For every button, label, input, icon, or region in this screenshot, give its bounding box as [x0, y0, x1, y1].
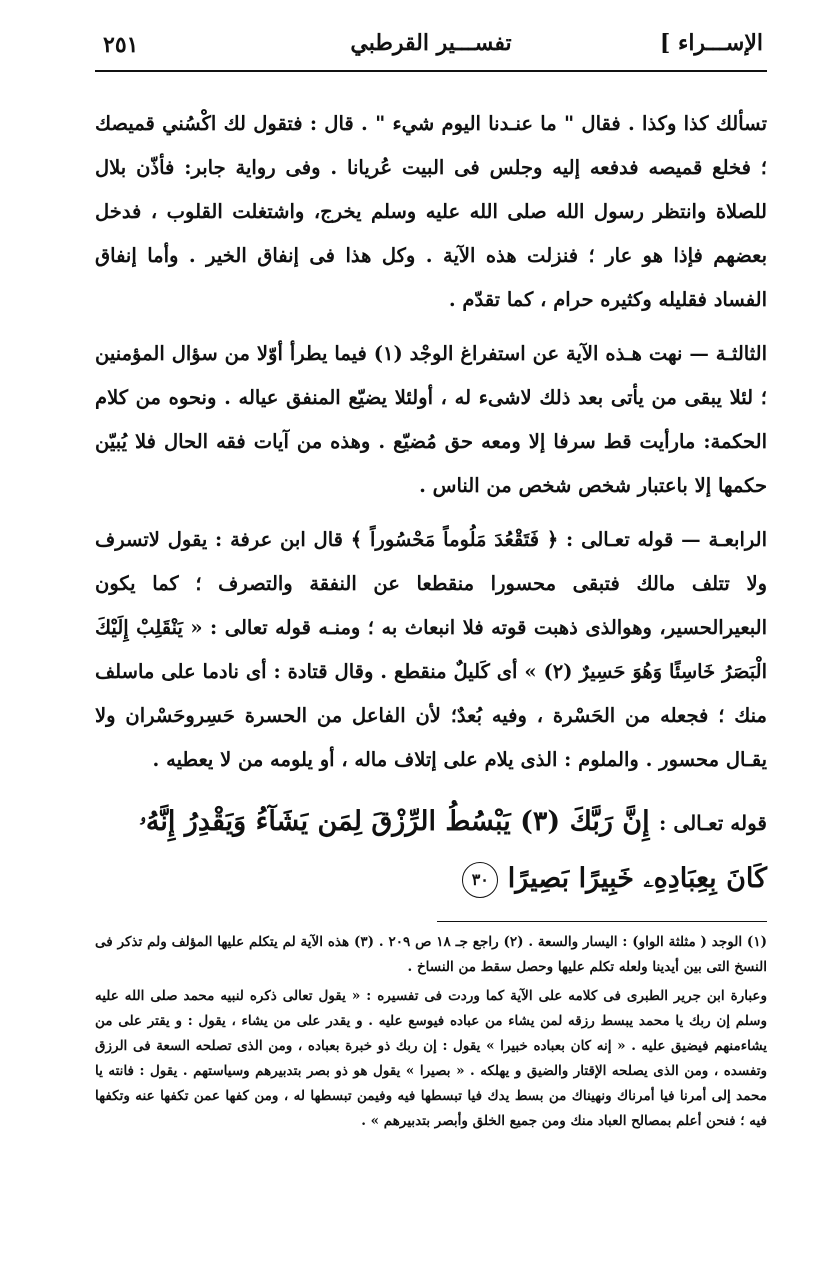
chapter-title: الإســـراء ] [659, 30, 763, 56]
paragraph: الثالثـة — نهت هـذه الآية عن استفراغ الوجْد (١) فيما يطرأ أوّلا من سؤال المؤمنين ؛ لئلا يبقى من يأتى بعد ذلك لاشىء له ، أولئلا يضيّع المنفق عياله . ونحوه من كلام الحكمة: مارأيت قط سرفا إلا ومعه حق مُضيّع . وهذه من آيات فقه الحال فلا يُبيّن حكمها إلا باعتبار شخص شخص من الناس . [95, 342, 767, 497]
verse-text: إِنَّ رَبَّكَ (٣) يَبْسُطُ الرِّزْقَ لِمَن يَشَآءُ وَيَقْدِرُ إِنَّهُۥ كَانَ بِعِبَادِهِۦ خَبِيرًا بَصِيرًا [139, 806, 767, 894]
footnote: (١) الوجد ( مثلثة الواو) : اليسار والسعة . (٢) راجع جـ ١٨ ص ٢٠٩ . (٣) هذه الآية لم يتكلم عليها المؤلف ولم تذكر فى النسخ التى بين أيدينا ولعله تكلم عليها وحصل سقط من النساخ . [95, 934, 767, 975]
book-page [95, 22, 767, 1252]
book-title: تفســـير القرطبي [350, 30, 512, 56]
footnotes [95, 930, 767, 1134]
ayah-number-badge: ٣٠ [462, 862, 498, 898]
quran-verse [95, 794, 767, 907]
footnote-separator [437, 921, 767, 922]
page-header [95, 22, 767, 72]
main-text [95, 102, 767, 782]
page-number: ٢٥١ [103, 32, 139, 58]
footnote: وعبارة ابن جرير الطبرى فى كلامه على الآية كما وردت فى تفسيره : « يقول تعالى ذكره لنبيه محمد صلى الله عليه وسلم إن ربك يا محمد يبسط رزقه لمن يشاء من عباده فيوسع عليه . و يقدر على من يشاء ، يقول : و يقتر على من يشاءمنهم فيضيق عليه . « إنه كان بعباده خبيرا » يقول : إن ربك ذو خبرة بعباده ، ومن الذى تصلحه السعة فى الرزق وتفسده ، ومن الذى يصلحه الإقتار والضيق و يهلكه . « بصيرا » يقول هو ذو بصر بتدبيرهم وسياستهم . يقول : فانته يا محمد إلى أمرنا فيا أمرناك ونهيناك من بسط يدك فيا تبسطها فيه وفيمن تبسطها له ، ومن كفها عمن تكفها عنه وتكفها فيه ؛ فنحن أعلم بمصالح العباد منك ومن جميع الخلق وأبصر بتدبيرهم » . [95, 988, 767, 1129]
paragraph: الرابعـة — قوله تعـالى : ﴿ فَتَقْعُدَ مَلُوماً مَحْسُوراً ﴾ قال ابن عرفة : يقول لاتسرف ولا تتلف مالك فتبقى محسورا منقطعا عن النفقة والتصرف ؛ كما يكون البعيرالحسير، وهوالذى ذهبت قوته فلا انبعاث به ؛ ومنـه قوله تعالى : « يَنْقَلِبْ إِلَيْكَ الْبَصَرُ خَاسِئًا وَهُوَ حَسِيرٌ (٢) » أى كَليلٌ منقطع . وقال قتادة : أى نادما على ماسلف منك ؛ فجعله من الحَسْرة ، وفيه بُعدٌ؛ لأن الفاعل من الحسرة حَسِروحَسْران ولا يقـال محسور . والملوم : الذى يلام على إتلاف ماله ، أو يلومه من لا يعطيه . [95, 528, 767, 771]
paragraph: تسألك كذا وكذا . فقال " ما عنـدنا اليوم شيء " . قال : فتقول لك اكْسُني قميصك ؛ فخلع قميصه فدفعه إليه وجلس فى البيت عُريانا . وفى رواية جابر: فأذّن بلال للصلاة وانتظر رسول الله صلى الله عليه وسلم يخرج، واشتغلت القلوب ، فدخل بعضهم فإذا هو عار ؛ فنزلت هذه الآية . وكل هذا فى إنفاق الخير . وأما إنفاق الفساد فقليله وكثيره حرام ، كما تقدّم . [95, 112, 767, 311]
verse-intro: قوله تعـالى : [659, 811, 767, 835]
